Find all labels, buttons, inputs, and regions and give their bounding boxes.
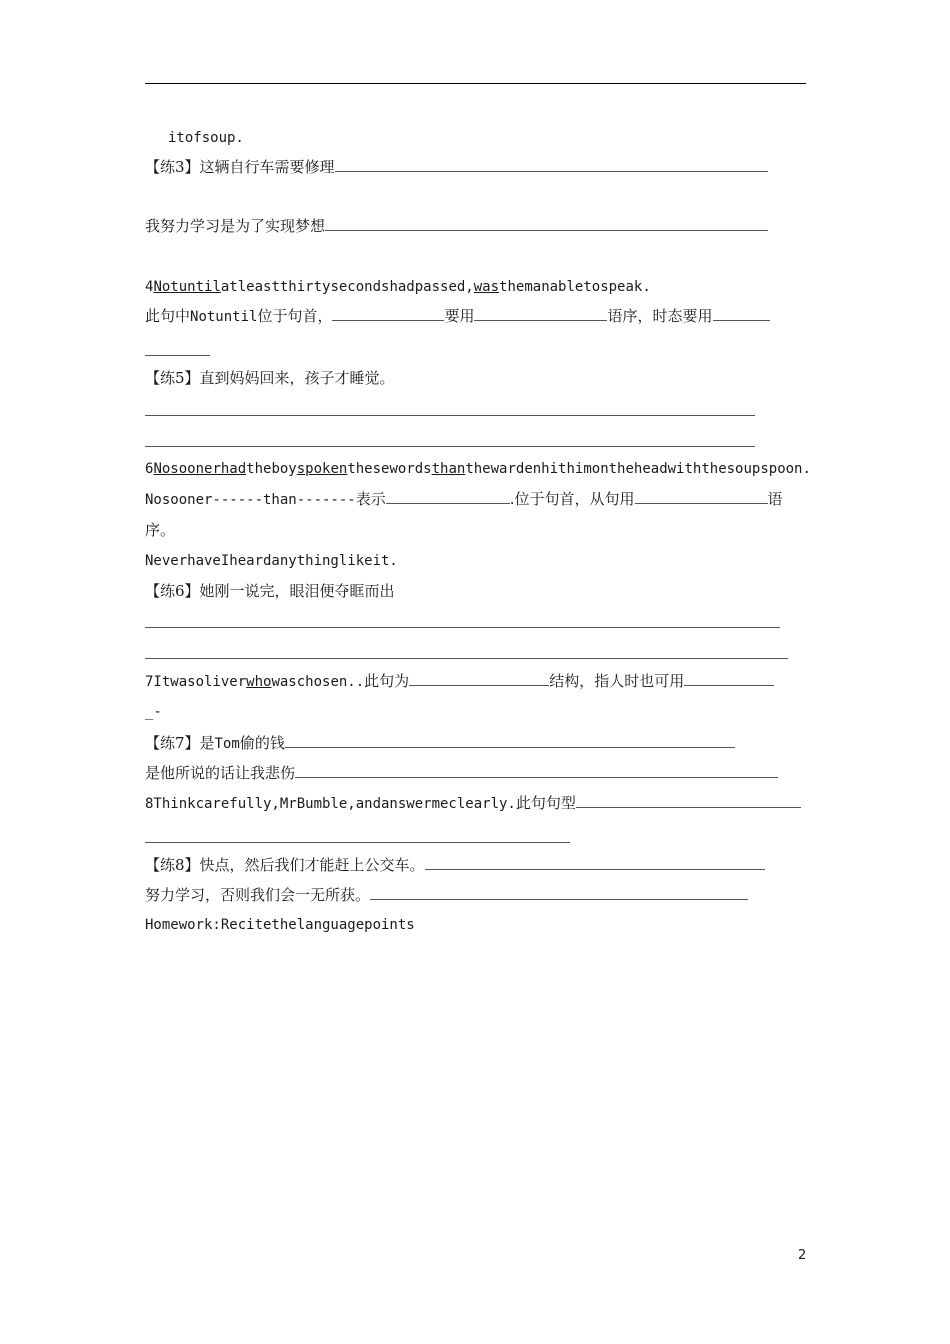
- example-8: [145, 793, 801, 814]
- text: 8Thinkcarefully,MrBumble,andanswermeclearly.: [145, 796, 516, 812]
- text: Nosooner------than-------: [145, 492, 356, 508]
- text: Notuntil: [190, 309, 258, 325]
- answer-blank[interactable]: [325, 216, 768, 231]
- text: theboy: [246, 461, 297, 477]
- answer-blank[interactable]: [335, 157, 768, 172]
- text: itofsoup.: [168, 130, 244, 146]
- text: 此句句型: [515, 794, 576, 812]
- text: 表示: [355, 490, 386, 508]
- text: 4: [145, 279, 154, 295]
- exercise-8a: [145, 855, 765, 875]
- text: 是他所说的话让我悲伤: [145, 764, 296, 782]
- answer-blank[interactable]: [145, 355, 210, 356]
- text: 7Itwasoliver: [145, 674, 247, 690]
- text: 位于句首，: [257, 307, 333, 325]
- exercise-3a: [145, 157, 768, 177]
- answer-blank[interactable]: [386, 489, 510, 504]
- text: 序。: [145, 521, 176, 539]
- text: 结构，指人时也可用: [549, 672, 685, 690]
- note-6: [145, 489, 783, 510]
- answer-line[interactable]: [145, 415, 755, 416]
- answer-blank[interactable]: [409, 671, 549, 686]
- text: 【练3】这辆自行车需要修理: [145, 158, 335, 176]
- example-line: [145, 551, 398, 571]
- answer-blank[interactable]: [713, 306, 770, 321]
- text: thewardenhithimontheheadwiththesoupspoon.: [465, 461, 811, 477]
- underlined-text: was: [473, 279, 500, 295]
- answer-blank[interactable]: [576, 793, 801, 808]
- underlined-text: who: [246, 674, 272, 690]
- example-7: [145, 671, 774, 692]
- text: 努力学习，否则我们会一无所获。: [145, 886, 371, 904]
- text: 6: [145, 461, 154, 477]
- exercise-7b: [145, 763, 778, 783]
- text: _-: [145, 704, 162, 720]
- text: 【练8】快点，然后我们才能赶上公交车。: [145, 856, 425, 874]
- answer-line[interactable]: [145, 658, 788, 659]
- text: 语序，时态要用: [607, 307, 713, 325]
- text: NeverhaveIheardanythinglikeit.: [145, 553, 398, 569]
- exercise-6: [145, 581, 395, 601]
- text-line: [145, 520, 175, 540]
- text: atleastthirtysecondshadpassed,: [220, 279, 474, 295]
- answer-line[interactable]: [145, 627, 780, 628]
- answer-blank[interactable]: [474, 306, 607, 321]
- example-4: [145, 277, 651, 297]
- text-line: [145, 702, 162, 722]
- exercise-8b: [145, 885, 748, 905]
- exercise-5: [145, 368, 395, 388]
- example-6: [145, 459, 811, 479]
- text: 我努力学习是为了实现梦想: [145, 217, 326, 235]
- text: themanabletospeak.: [499, 279, 651, 295]
- answer-blank[interactable]: [425, 855, 765, 870]
- homework-line: [145, 915, 415, 935]
- text: thesewords: [347, 461, 432, 477]
- exercise-7a: [145, 733, 735, 754]
- text: 语: [767, 490, 783, 508]
- header-rule: [145, 83, 806, 84]
- answer-blank[interactable]: [684, 671, 774, 686]
- text-line: [168, 128, 244, 148]
- text: Tom: [214, 736, 240, 752]
- text: 要用: [444, 307, 475, 325]
- text: Homework:Recitethelanguagepoints: [145, 917, 415, 933]
- text: 【练5】直到妈妈回来，孩子才睡觉。: [145, 369, 395, 387]
- underlined-text: Nosoonerhad: [153, 461, 247, 477]
- text: 【练7】是: [145, 734, 215, 752]
- text: .位于句首，从句用: [509, 490, 635, 508]
- page-number: 2: [798, 1248, 807, 1263]
- underlined-text: spoken: [296, 461, 348, 477]
- text: 此句中: [145, 307, 191, 325]
- answer-blank[interactable]: [635, 489, 768, 504]
- answer-line[interactable]: [145, 842, 570, 843]
- answer-blank[interactable]: [332, 306, 444, 321]
- answer-blank[interactable]: [285, 733, 735, 748]
- text: 偷的钱: [239, 734, 285, 752]
- answer-line[interactable]: [145, 446, 755, 447]
- answer-blank[interactable]: [370, 885, 748, 900]
- underlined-text: than: [431, 461, 466, 477]
- text: 此句为: [364, 672, 410, 690]
- answer-blank[interactable]: [295, 763, 778, 778]
- text: 【练6】她刚一说完，眼泪便夺眶而出: [145, 582, 395, 600]
- underlined-text: Notuntil: [153, 279, 221, 295]
- exercise-3b: [145, 216, 768, 236]
- text: waschosen..: [271, 674, 365, 690]
- note-4: [145, 306, 770, 327]
